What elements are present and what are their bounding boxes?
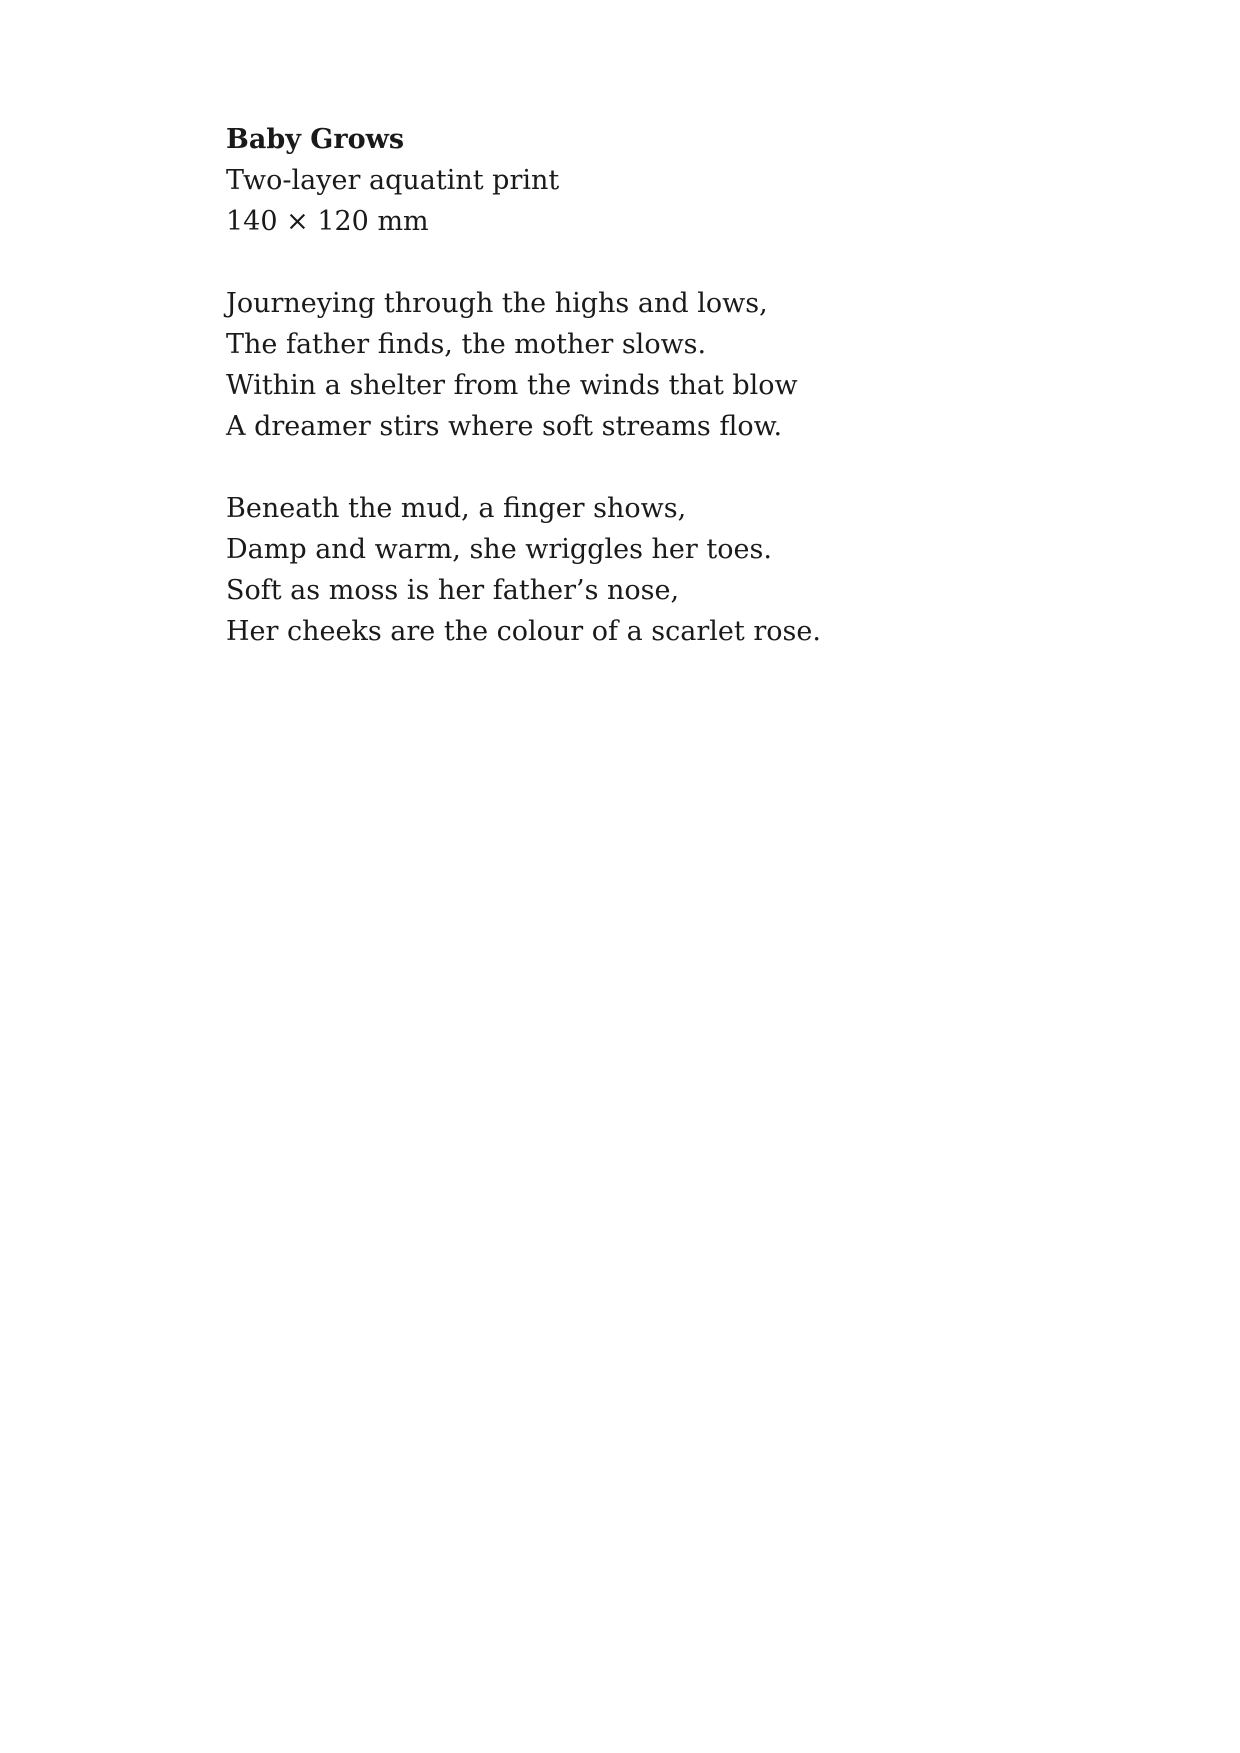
spacer [226, 242, 1126, 283]
poem-line: Journeying through the highs and lows, [226, 288, 768, 319]
spacer [226, 447, 1126, 488]
artwork-dimensions: 140 × 120 mm [226, 206, 429, 237]
poem-stanza-2 [226, 488, 1126, 652]
artwork-caption [226, 119, 1126, 652]
poem-line: Beneath the mud, a finger shows, [226, 493, 687, 524]
poem-line: Within a shelter from the winds that blow [226, 370, 798, 401]
poem-line: The father finds, the mother slows. [226, 329, 707, 360]
poem-line: Soft as moss is her father’s nose, [226, 575, 680, 606]
artwork-medium: Two-layer aquatint print [226, 165, 560, 196]
poem-line: Her cheeks are the colour of a scarlet rose. [226, 616, 821, 647]
poem-line: A dreamer stirs where soft streams flow. [226, 411, 783, 442]
poem-line: Damp and warm, she wriggles her toes. [226, 534, 772, 565]
artwork-title: Baby Grows [226, 124, 405, 155]
poem-stanza-1 [226, 283, 1126, 447]
